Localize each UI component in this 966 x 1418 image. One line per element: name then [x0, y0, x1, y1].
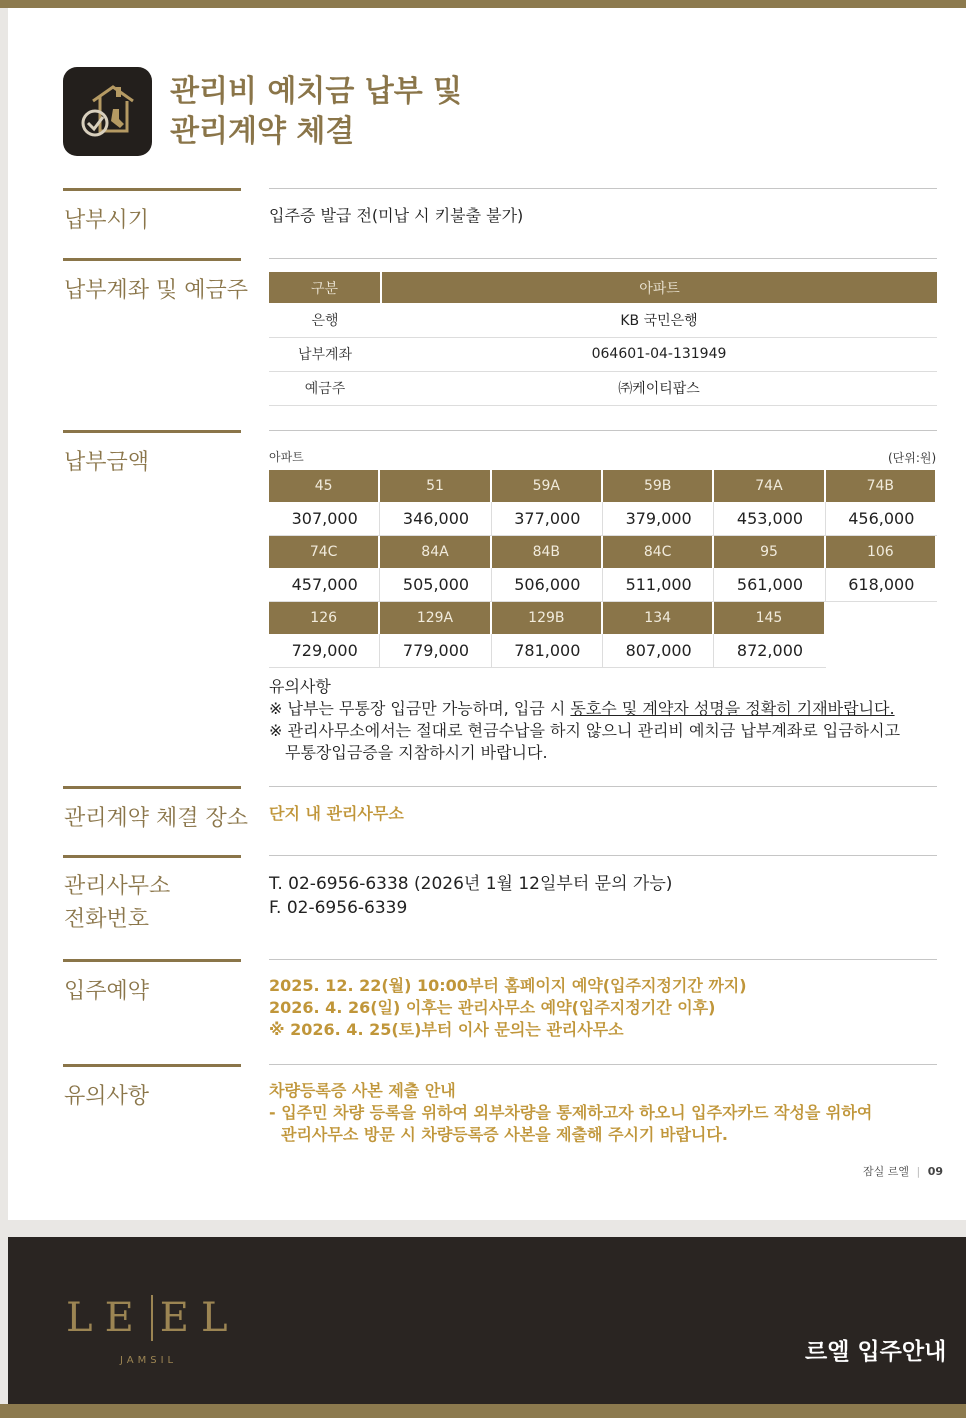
amount-type-header: 84C: [603, 536, 712, 568]
reserve-info: [269, 975, 747, 1041]
page-number-name: 잠실 르엘: [863, 1165, 910, 1178]
amount-type-header: 95: [714, 536, 823, 568]
amount-value: 506,000: [492, 568, 603, 602]
table-row: [269, 337, 937, 371]
amount-type-header: 126: [269, 602, 378, 634]
amount-value: 457,000: [269, 568, 380, 602]
amount-value: 307,000: [269, 502, 380, 536]
amount-type-header: 106: [826, 536, 935, 568]
place-label: 관리계약 체결 장소: [64, 806, 249, 831]
amount-type-header: 84A: [380, 536, 489, 568]
page-number: [863, 1163, 943, 1179]
account-table-header: [269, 272, 937, 303]
amount-unit-label: (단위:원): [888, 451, 937, 465]
house-check-icon: [75, 79, 140, 144]
cell-separator: [379, 502, 380, 536]
account-row-key: 은행: [269, 303, 381, 337]
section-divider-left: [63, 258, 241, 261]
phone-label-line1: 관리사무소: [64, 874, 171, 899]
account-row-key: 예금주: [269, 371, 381, 405]
table-row: [269, 371, 937, 405]
amount-value: 618,000: [826, 568, 937, 602]
brand-logo-left: LE: [66, 1295, 146, 1341]
section-divider-right: [269, 258, 937, 259]
cell-separator: [713, 568, 714, 602]
section-divider-left: [63, 1064, 241, 1067]
document-page: [8, 8, 966, 1220]
note-2-cont: 무통장입금증을 지참하시기 바랍니다.: [285, 743, 548, 762]
amount-value: 872,000: [714, 634, 825, 668]
caution-label: 유의사항: [64, 1084, 150, 1109]
brand-logo-right: EL: [159, 1295, 240, 1341]
timing-text: 입주증 발급 전(미납 시 키불출 불가): [269, 206, 524, 225]
note-1: [269, 698, 900, 720]
amount-value: 511,000: [603, 568, 714, 602]
amount-type-header: 134: [603, 602, 712, 634]
amount-value: 346,000: [380, 502, 491, 536]
section-divider-left: [63, 855, 241, 858]
section-divider-left: [63, 430, 241, 433]
cell-separator: [491, 634, 492, 668]
amount-type-header: 74A: [714, 470, 823, 502]
notes-title: 유의사항: [269, 677, 331, 696]
page-number-sep: |: [916, 1165, 921, 1178]
reserve-line2: 2026. 4. 26(일) 이후는 관리사무소 예약(입주지정기간 이후): [269, 998, 716, 1017]
bottom-accent-bar: [0, 1404, 966, 1418]
section-divider-right: [269, 959, 937, 960]
note-2: ※ 관리사무소에서는 절대로 현금수납을 하지 않으니 관리비 예치금 납부계좌로 입금하시고: [269, 721, 901, 740]
account-table: [269, 272, 937, 406]
amount-type-header: 129A: [380, 602, 489, 634]
amount-value: 561,000: [714, 568, 825, 602]
amount-type-header: 51: [380, 470, 489, 502]
account-row-value: 064601-04-131949: [381, 337, 937, 371]
timing-label: 납부시기: [64, 208, 150, 233]
amount-value: 377,000: [492, 502, 603, 536]
phone-fax: F. 02-6956-6339: [269, 898, 408, 918]
section-divider-right: [269, 430, 937, 431]
amount-value: 505,000: [380, 568, 491, 602]
phone-tel: T. 02-6956-6338 (2026년 1월 12일부터 문의 가능): [269, 874, 673, 894]
amount-label: 납부금액: [64, 450, 150, 475]
phone-label: [64, 870, 170, 936]
section-logo: [63, 67, 152, 156]
caution-info: [269, 1080, 872, 1146]
reserve-line1: 2025. 12. 22(월) 10:00부터 홈페이지 예약(입주지정기간 까지): [269, 976, 747, 995]
note-1-text: ※ 납부는 무통장 입금만 가능하며, 입금 시: [269, 699, 571, 718]
section-divider-left: [63, 188, 241, 191]
place-text: 단지 내 관리사무소: [269, 804, 404, 823]
cell-separator: [713, 502, 714, 536]
amount-value: 379,000: [603, 502, 714, 536]
amount-type-header: 59B: [603, 470, 712, 502]
brand-logo-divider: [151, 1295, 153, 1341]
amount-value: 807,000: [603, 634, 714, 668]
account-row-key: 납부계좌: [269, 337, 381, 371]
account-header-col1: 구분: [269, 272, 381, 303]
cell-separator: [379, 634, 380, 668]
page-title-line2: 관리계약 체결: [170, 114, 355, 149]
caution-line3: 관리사무소 방문 시 차량등록증 사본을 제출해 주시기 바랍니다.: [281, 1125, 728, 1144]
reserve-line3: ※ 2026. 4. 25(토)부터 이사 문의는 관리사무소: [269, 1020, 624, 1039]
cell-separator: [379, 568, 380, 602]
cell-separator: [825, 568, 826, 602]
cell-separator: [602, 502, 603, 536]
amount-type-header: 74B: [826, 470, 935, 502]
section-divider-right: [269, 786, 937, 787]
section-divider-left: [63, 786, 241, 789]
amount-type-label: 아파트: [269, 450, 304, 464]
account-label: 납부계좌 및 예금주: [64, 278, 249, 303]
amount-value: 779,000: [380, 634, 491, 668]
caution-line1: 차량등록증 사본 제출 안내: [269, 1081, 456, 1100]
note-1-underlined: 동호수 및 계약자 성명을 정확히 기재바랍니다.: [570, 699, 895, 718]
amount-type-header: 59A: [492, 470, 601, 502]
cell-separator: [491, 502, 492, 536]
account-row-value: KB 국민은행: [381, 303, 937, 337]
cell-separator: [602, 634, 603, 668]
cell-separator: [713, 634, 714, 668]
table-row: [269, 303, 937, 337]
cell-separator: [491, 568, 492, 602]
footer: [8, 1237, 966, 1404]
amount-type-header: 45: [269, 470, 378, 502]
phone-label-line2: 전화번호: [64, 907, 150, 932]
footer-title: 르엘 입주안내: [805, 1339, 947, 1365]
section-divider-left: [63, 959, 241, 962]
section-divider-right: [269, 1064, 937, 1065]
section-divider-right: [269, 855, 937, 856]
account-row-value: ㈜케이티팝스: [381, 371, 937, 405]
cell-separator: [825, 502, 826, 536]
amount-type-header: 145: [714, 602, 823, 634]
amount-value: 456,000: [826, 502, 937, 536]
caution-line2: - 입주민 차량 등록을 위하여 외부차량을 통제하고자 하오니 입주자카드 작성을 위하여: [269, 1103, 873, 1122]
account-header-col2: 아파트: [381, 272, 937, 303]
section-divider-right: [269, 188, 937, 189]
amount-value: 729,000: [269, 634, 380, 668]
brand-subtitle: JAMSIL: [120, 1355, 178, 1366]
amount-type-header: 84B: [492, 536, 601, 568]
top-accent-bar: [0, 0, 966, 8]
phone-info: [269, 872, 672, 920]
amount-type-header: 129B: [492, 602, 601, 634]
reserve-label: 입주예약: [64, 979, 150, 1004]
cell-separator: [602, 568, 603, 602]
amount-value: 781,000: [492, 634, 603, 668]
page-number-num: 09: [927, 1165, 944, 1178]
amount-value: 453,000: [714, 502, 825, 536]
amount-notes: [269, 676, 900, 764]
amount-type-header: 74C: [269, 536, 378, 568]
page-title-line1: 관리비 예치금 납부 및: [170, 74, 463, 109]
page-title: [170, 72, 462, 152]
